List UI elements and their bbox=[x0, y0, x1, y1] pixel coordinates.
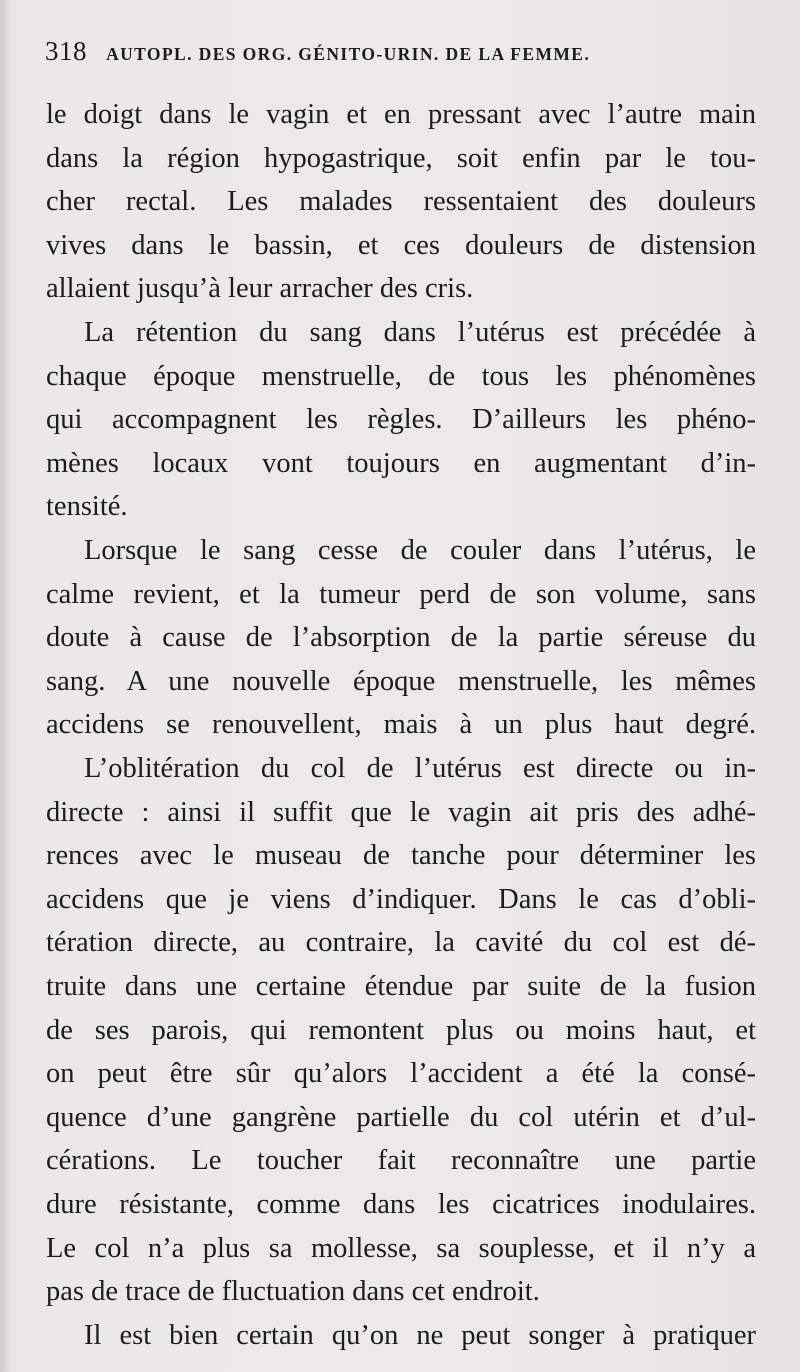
text-line: qui accompagnent les règles. D’ailleurs les phéno- bbox=[46, 404, 756, 436]
text-line: de ses parois, qui remontent plus ou moins haut, et bbox=[46, 1014, 756, 1046]
text-line: truite dans une certaine étendue par suite de la fusion bbox=[46, 971, 756, 1002]
running-header bbox=[45, 36, 745, 70]
text-line: tération directe, au contraire, la cavité du col est dé- bbox=[46, 927, 756, 959]
text-line: le doigt dans le vagin et en pressant avec l’autre main bbox=[46, 99, 756, 130]
text-line: dans la région hypogastrique, soit enfin par le tou- bbox=[46, 142, 756, 174]
text-line: accidens se renouvellent, mais à un plus haut degré. bbox=[46, 709, 756, 741]
text-line: chaque époque menstruelle, de tous les phénomènes bbox=[46, 360, 756, 392]
text-line: sang. A une nouvelle époque menstruelle, les mêmes bbox=[46, 665, 756, 697]
running-title: AUTOPL. DES ORG. GÉNITO-URIN. DE LA FEMME. bbox=[106, 44, 591, 64]
paragraph-first-line: L’oblitération du col de l’utérus est directe ou in- bbox=[84, 753, 756, 784]
page-edge-shadow bbox=[0, 0, 10, 1372]
text-line: allaient jusqu’à leur arracher des cris. bbox=[46, 273, 474, 305]
text-line: calme revient, et la tumeur perd de son volume, sans bbox=[46, 578, 756, 610]
text-line: quence d’une gangrène partielle du col utérin et d’ul- bbox=[46, 1101, 756, 1133]
page-number: 318 bbox=[45, 36, 87, 66]
text-line: accidens que je viens d’indiquer. Dans le cas d’obli- bbox=[46, 883, 756, 915]
text-line: cher rectal. Les malades ressentaient des douleurs bbox=[46, 186, 756, 218]
text-line: mènes locaux vont toujours en augmentant d’in- bbox=[46, 447, 756, 479]
text-line: dure résistante, comme dans les cicatrices inodulaires. bbox=[46, 1189, 756, 1220]
text-line: directe : ainsi il suffit que le vagin ait pris des adhé- bbox=[46, 796, 756, 828]
paragraph-first-line: La rétention du sang dans l’utérus est précédée à bbox=[84, 317, 756, 348]
text-line: tensité. bbox=[46, 491, 128, 523]
text-line: vives dans le bassin, et ces douleurs de distension bbox=[46, 229, 756, 261]
paragraph-first-line: Il est bien certain qu’on ne peut songer à pratiquer bbox=[84, 1319, 756, 1351]
text-line: cérations. Le toucher fait reconnaître une partie bbox=[46, 1145, 756, 1177]
text-line: pas de trace de fluctuation dans cet endroit. bbox=[46, 1276, 540, 1308]
text-line: rences avec le museau de tanche pour déterminer les bbox=[46, 840, 756, 872]
text-line: Le col n’a plus sa mollesse, sa souplesse, et il n’y a bbox=[46, 1232, 756, 1264]
text-line: on peut être sûr qu’alors l’accident a été la consé- bbox=[46, 1058, 756, 1090]
text-line: doute à cause de l’absorption de la partie séreuse du bbox=[46, 622, 756, 654]
paragraph-first-line: Lorsque le sang cesse de couler dans l’utérus, le bbox=[84, 535, 756, 566]
